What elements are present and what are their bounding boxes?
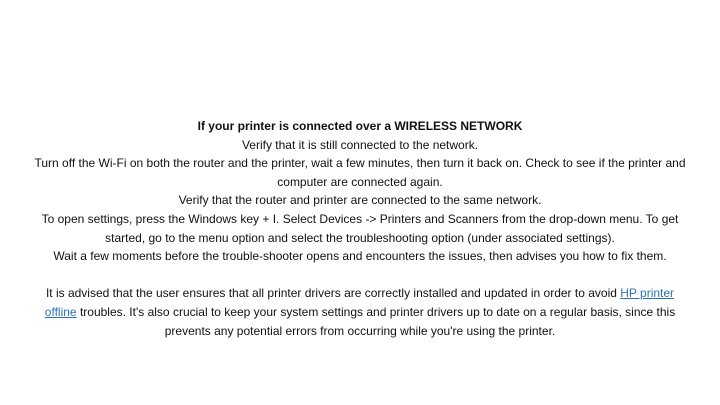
instruction-line-5: Wait a few moments before the trouble-shooter opens and encounters the issues, then advises you how to fix them. [53,249,667,264]
document-body [34,117,686,340]
advice-text-after-link: troubles. It's also crucial to keep your system settings and printer drivers up to date on a regular basis, since this prevents any potential errors from occurring while you're using the printer. [76,304,676,338]
advice-text-before-link: It is advised that the user ensures that all printer drivers are correctly installed and updated in order to avoid [45,286,621,301]
instruction-line-4: To open settings, press the Windows key + I. Select Devices -> Printers and Scanners from the drop-down menu. To get started, go to the menu option and select the troubleshooting option (under associated settings). [41,211,679,245]
paragraph-spacer [34,266,686,285]
hp-printer-offline-link[interactable]: HP printer offline [44,286,675,319]
advice-paragraph [34,284,686,340]
instruction-line-1: Verify that it is still connected to the network. [241,137,479,152]
instruction-line-2: Turn off the Wi-Fi on both the router and the printer, wait a few minutes, then turn it back on. Check to see if the printer and computer are connected again. [34,156,686,189]
heading: If your printer is connected over a WIRELESS NETWORK [197,119,523,133]
instruction-line-3: Verify that the router and printer are connected to the same network. [178,193,542,208]
